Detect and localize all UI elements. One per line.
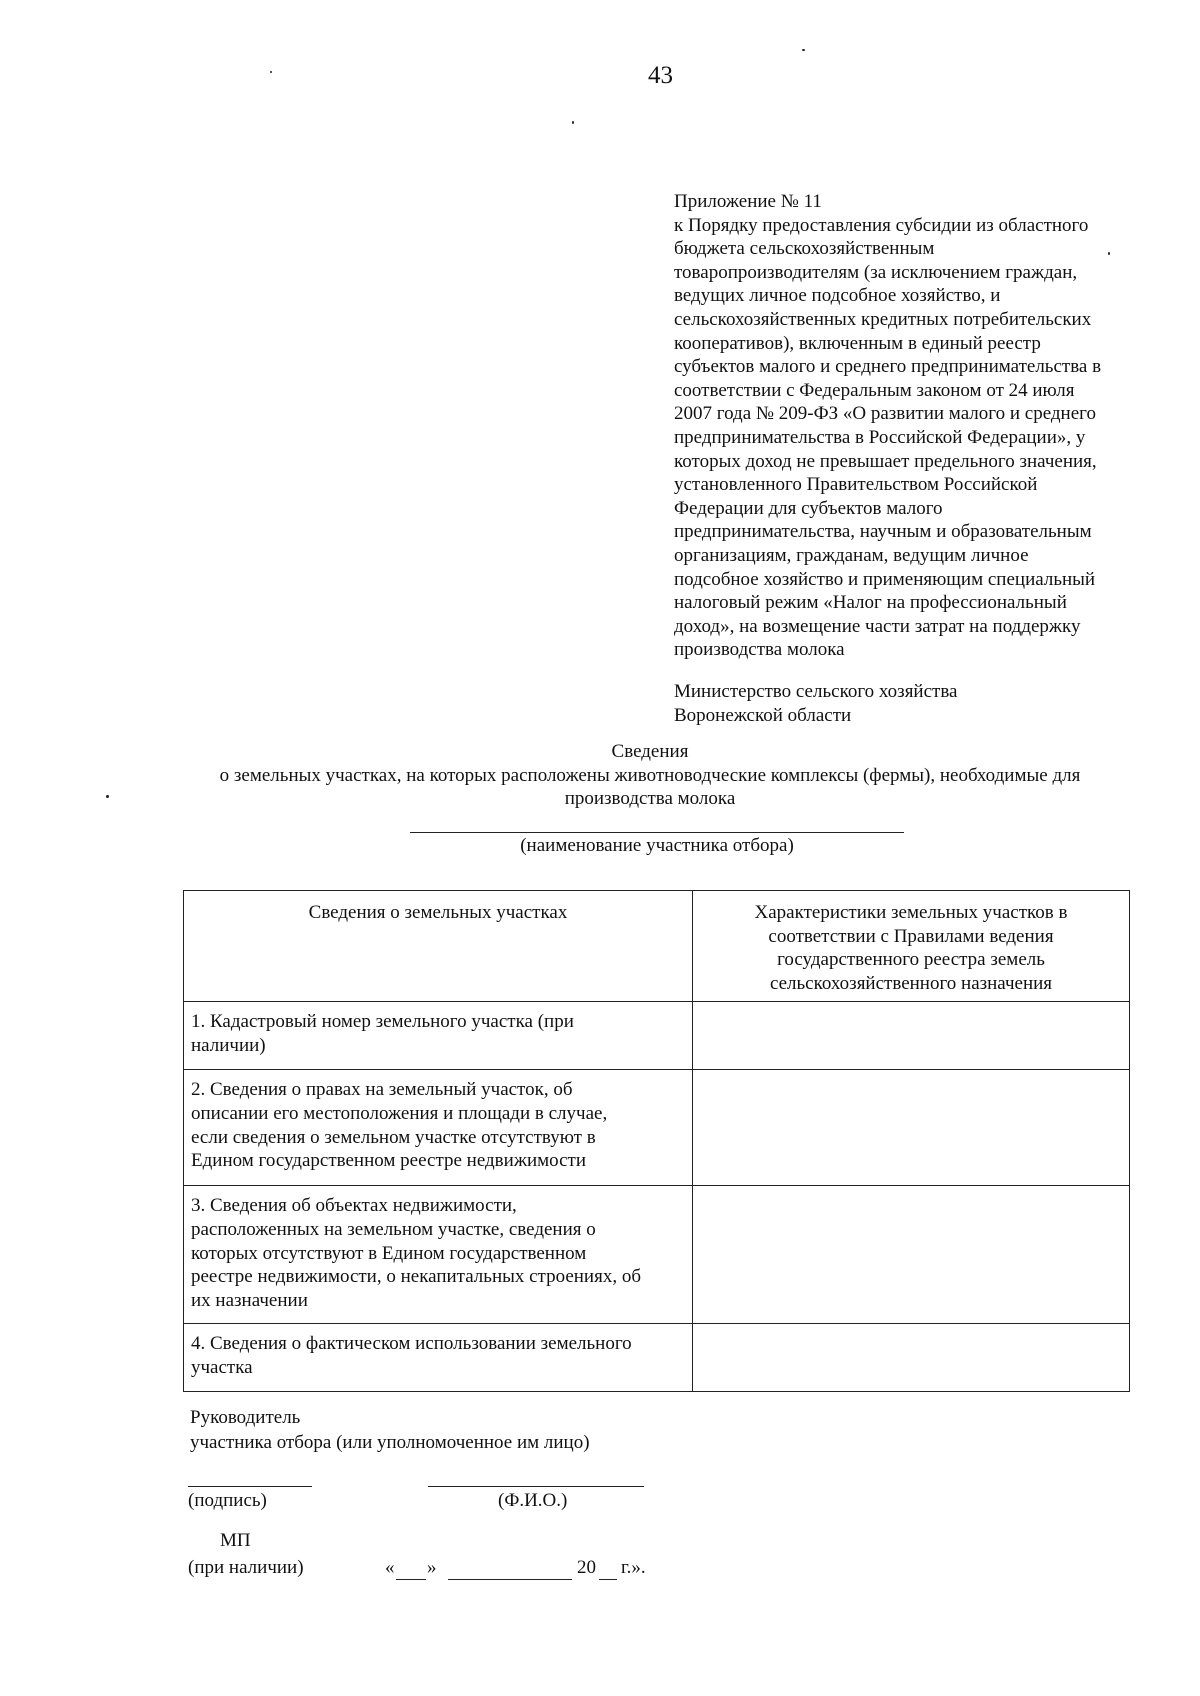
- appendix-line: кооперативов), включенным в единый реестр: [674, 332, 1041, 354]
- document-title: Сведения: [611, 741, 689, 762]
- date-close-quote: »: [427, 1557, 437, 1578]
- row-label-text: 1. Кадастровый номер земельного участка (при: [191, 1011, 574, 1033]
- row-label-text: Едином государственном реестре недвижимости: [191, 1150, 587, 1172]
- date-month-line[interactable]: [448, 1579, 572, 1580]
- row-label-text: которых отсутствуют в Едином государственном: [191, 1242, 587, 1264]
- row-label-text: участка: [191, 1356, 253, 1378]
- table-header-row: [184, 891, 1130, 1002]
- header-text: соответствии с Правилами ведения: [768, 925, 1054, 947]
- appendix-line: предпринимательства, научным и образовательным: [674, 521, 1092, 543]
- addressee-line: Воронежской области: [674, 704, 852, 726]
- document-subtitle: о земельных участках, на которых расположены животноводческие комплексы (фермы), необходимые для: [219, 764, 1081, 786]
- table-row: [184, 1002, 1130, 1070]
- row-label-text: 2. Сведения о правах на земельный участок, об: [191, 1079, 573, 1101]
- scan-speck: [572, 121, 574, 124]
- scan-speck: [106, 795, 109, 798]
- appendix-line: бюджета сельскохозяйственным: [674, 238, 935, 260]
- participant-caption: (наименование участника отбора): [520, 835, 794, 856]
- appendix-line: которых доход не превышает предельного значения,: [674, 450, 1097, 472]
- appendix-line: ведущих личное подсобное хозяйство, и: [674, 285, 1001, 307]
- row-label-cell: [184, 1324, 693, 1392]
- row-value-cell[interactable]: [693, 1002, 1130, 1070]
- row-value-cell[interactable]: [693, 1070, 1130, 1186]
- participant-name-line[interactable]: [410, 832, 904, 833]
- head-subtitle: участника отбора (или уполномоченное им лицо): [190, 1431, 590, 1453]
- date-day-line[interactable]: [396, 1579, 426, 1580]
- header-text: государственного реестра земель: [777, 949, 1045, 971]
- land-plots-table: [183, 890, 1130, 1392]
- appendix-line: установленного Правительством Российской: [674, 474, 1038, 496]
- appendix-line: 2007 года № 209-ФЗ «О развитии малого и среднего: [674, 403, 1096, 425]
- stamp-label: МП: [220, 1530, 251, 1551]
- appendix-title: Приложение № 11: [674, 191, 822, 212]
- row-label-text: их назначении: [191, 1289, 308, 1311]
- addressee-line: Министерство сельского хозяйства: [674, 681, 958, 702]
- row-label-text: наличии): [191, 1034, 266, 1056]
- signature-line[interactable]: [188, 1486, 312, 1487]
- row-label-text: описании его местоположения и площади в случае,: [191, 1102, 608, 1124]
- appendix-line: к Порядку предоставления субсидии из областного: [674, 214, 1089, 236]
- appendix-line: соответствии с Федеральным законом от 24 июля: [674, 379, 1075, 401]
- row-label-text: 3. Сведения об объектах недвижимости,: [191, 1195, 517, 1217]
- row-label-text: если сведения о земельном участке отсутствуют в: [191, 1126, 596, 1148]
- row-label-cell: [184, 1186, 693, 1324]
- stamp-note: (при наличии): [188, 1557, 304, 1578]
- row-label-text: 4. Сведения о фактическом использовании земельного: [191, 1333, 632, 1355]
- table-row: [184, 1186, 1130, 1324]
- appendix-line: Федерации для субъектов малого: [674, 497, 943, 519]
- header-cell-plots: [184, 891, 693, 1002]
- row-value-cell[interactable]: [693, 1186, 1130, 1324]
- page-number: 43: [648, 62, 673, 89]
- head-of-participant: [190, 1406, 590, 1455]
- date-open-quote: «: [385, 1557, 395, 1578]
- addressee-block: [674, 680, 958, 727]
- full-name-line[interactable]: [428, 1486, 644, 1487]
- appendix-line: сельскохозяйственных кредитных потребительских: [674, 308, 1092, 330]
- row-value-cell[interactable]: [693, 1324, 1130, 1392]
- appendix-line: организациям, гражданам, ведущим личное: [674, 544, 1029, 566]
- signature-label: (подпись): [188, 1490, 267, 1511]
- head-title: Руководитель: [190, 1407, 301, 1428]
- appendix-line: производства молока: [674, 639, 845, 661]
- header-text: Характеристики земельных участков в: [754, 902, 1068, 923]
- appendix-line: налоговый режим «Налог на профессиональный: [674, 592, 1067, 614]
- appendix-line: субъектов малого и среднего предпринимательства в: [674, 356, 1102, 378]
- row-label-cell: [184, 1002, 693, 1070]
- appendix-line: предпринимательства в Российской Федерации», у: [674, 426, 1086, 448]
- header-text: Сведения о земельных участках: [308, 902, 568, 923]
- document-title-block: [180, 740, 1120, 811]
- table-row: [184, 1070, 1130, 1186]
- row-label-text: реестре недвижимости, о некапитальных строениях, об: [191, 1266, 641, 1288]
- date-year-prefix: 20: [577, 1557, 596, 1578]
- document-subtitle: производства молока: [564, 788, 736, 810]
- date-year-line[interactable]: [599, 1579, 617, 1580]
- scan-speck: [802, 49, 805, 51]
- row-label-text: расположенных на земельном участке, сведения о: [191, 1218, 596, 1240]
- appendix-line: товаропроизводителям (за исключением граждан,: [674, 261, 1078, 283]
- date-year-suffix: г.».: [621, 1557, 646, 1578]
- appendix-line: доход», на возмещение части затрат на поддержку: [674, 615, 1081, 637]
- header-cell-characteristics: [693, 891, 1130, 1002]
- appendix-line: подсобное хозяйство и применяющим специальный: [674, 568, 1096, 590]
- header-text: сельскохозяйственного назначения: [769, 972, 1053, 994]
- full-name-label: (Ф.И.О.): [498, 1490, 568, 1511]
- appendix-block: [674, 190, 1154, 662]
- table-row: [184, 1324, 1130, 1392]
- row-label-cell: [184, 1070, 693, 1186]
- scan-speck: [270, 71, 272, 73]
